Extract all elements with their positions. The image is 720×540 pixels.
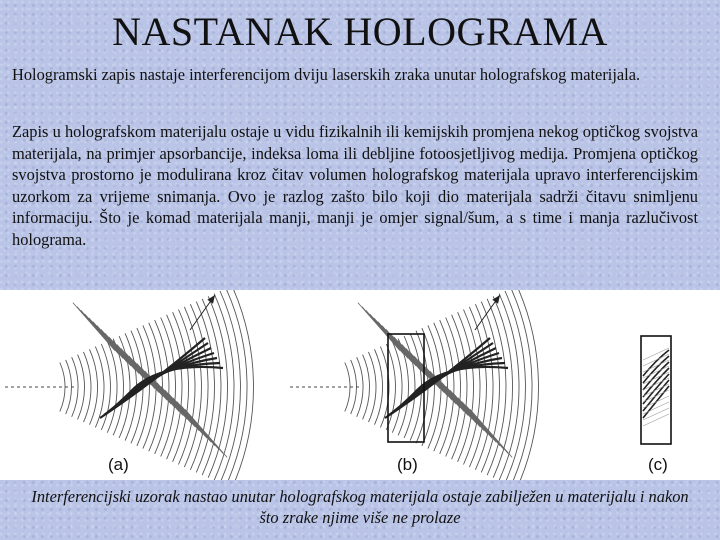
intro-paragraph: Hologramski zapis nastaje interferencijom dviju laserskih zraka unutar holografskog materijala. bbox=[12, 65, 641, 84]
panel-b-horizontal-wavefront bbox=[517, 290, 539, 480]
panel-b-horizontal-wavefront bbox=[392, 341, 402, 432]
panel-a-horizontal-wavefront bbox=[107, 341, 117, 432]
panel-a-diagonal-wavefront bbox=[81, 310, 123, 358]
panel-a-horizontal-wavefront bbox=[173, 312, 189, 462]
panel-a-diagonal-wavefront bbox=[177, 402, 219, 450]
panel-a-horizontal-wavefront bbox=[179, 310, 196, 465]
panel-b-diagonal-wavefront bbox=[358, 303, 400, 351]
panel-a-diagonal-wavefront bbox=[89, 318, 131, 366]
panel-a-horizontal-wavefront bbox=[78, 355, 85, 420]
interference-diagram bbox=[0, 290, 720, 480]
figure-caption: Interferencijski uzorak nastao unutar holografskog materijala ostaje zabilježen u materijalu i nakon što zrake njime više ne prolaze bbox=[31, 487, 689, 527]
panel-c-grating-line bbox=[643, 396, 669, 408]
panel-b-diagonal-wavefront bbox=[362, 306, 404, 354]
panel-b-horizontal-wavefront bbox=[363, 355, 370, 420]
panel-b-diagonal-wavefront bbox=[390, 333, 432, 381]
body-paragraph: Zapis u holografskom materijalu ostaje u vidu fizikalnih ili kemijskih promjena nekog optičkog svojstva materijala, na primjer apsorbancije, indeksa loma ili debljine fotoosjetljivog medija. Promjena optičkog svojstva prostorno je modulirana kroz čitav volumen holografskog materijala upravo interferencijskim uzorkom za vrijeme snimanja. Ovo je razlog zašto bilo koji dio materijala sadrži čitavu snimljenu informaciju. Što je komad materijala manji, manji je omjer signal/šum, a s time i manja razlučivost holograma. bbox=[12, 122, 698, 249]
figure-label-a: (a) bbox=[108, 455, 129, 474]
hologram-figure bbox=[0, 290, 720, 480]
panel-a-diagonal-wavefront bbox=[77, 306, 119, 354]
panel-a-horizontal-wavefront bbox=[232, 290, 254, 480]
figure-label-b: (b) bbox=[397, 455, 418, 474]
panel-b-diagonal-wavefront bbox=[462, 402, 504, 450]
panel-c-grating-line bbox=[643, 402, 669, 414]
figure-label-c: (c) bbox=[648, 455, 668, 474]
panel-c-grating-line bbox=[643, 414, 669, 426]
slide-title: NASTANAK HOLOGRAMA bbox=[112, 9, 608, 54]
panel-b-diagonal-wavefront bbox=[374, 318, 416, 366]
panel-b-horizontal-wavefront bbox=[458, 312, 474, 462]
panel-a-diagonal-wavefront bbox=[73, 303, 115, 351]
panel-a-diagonal-wavefront bbox=[105, 333, 147, 381]
